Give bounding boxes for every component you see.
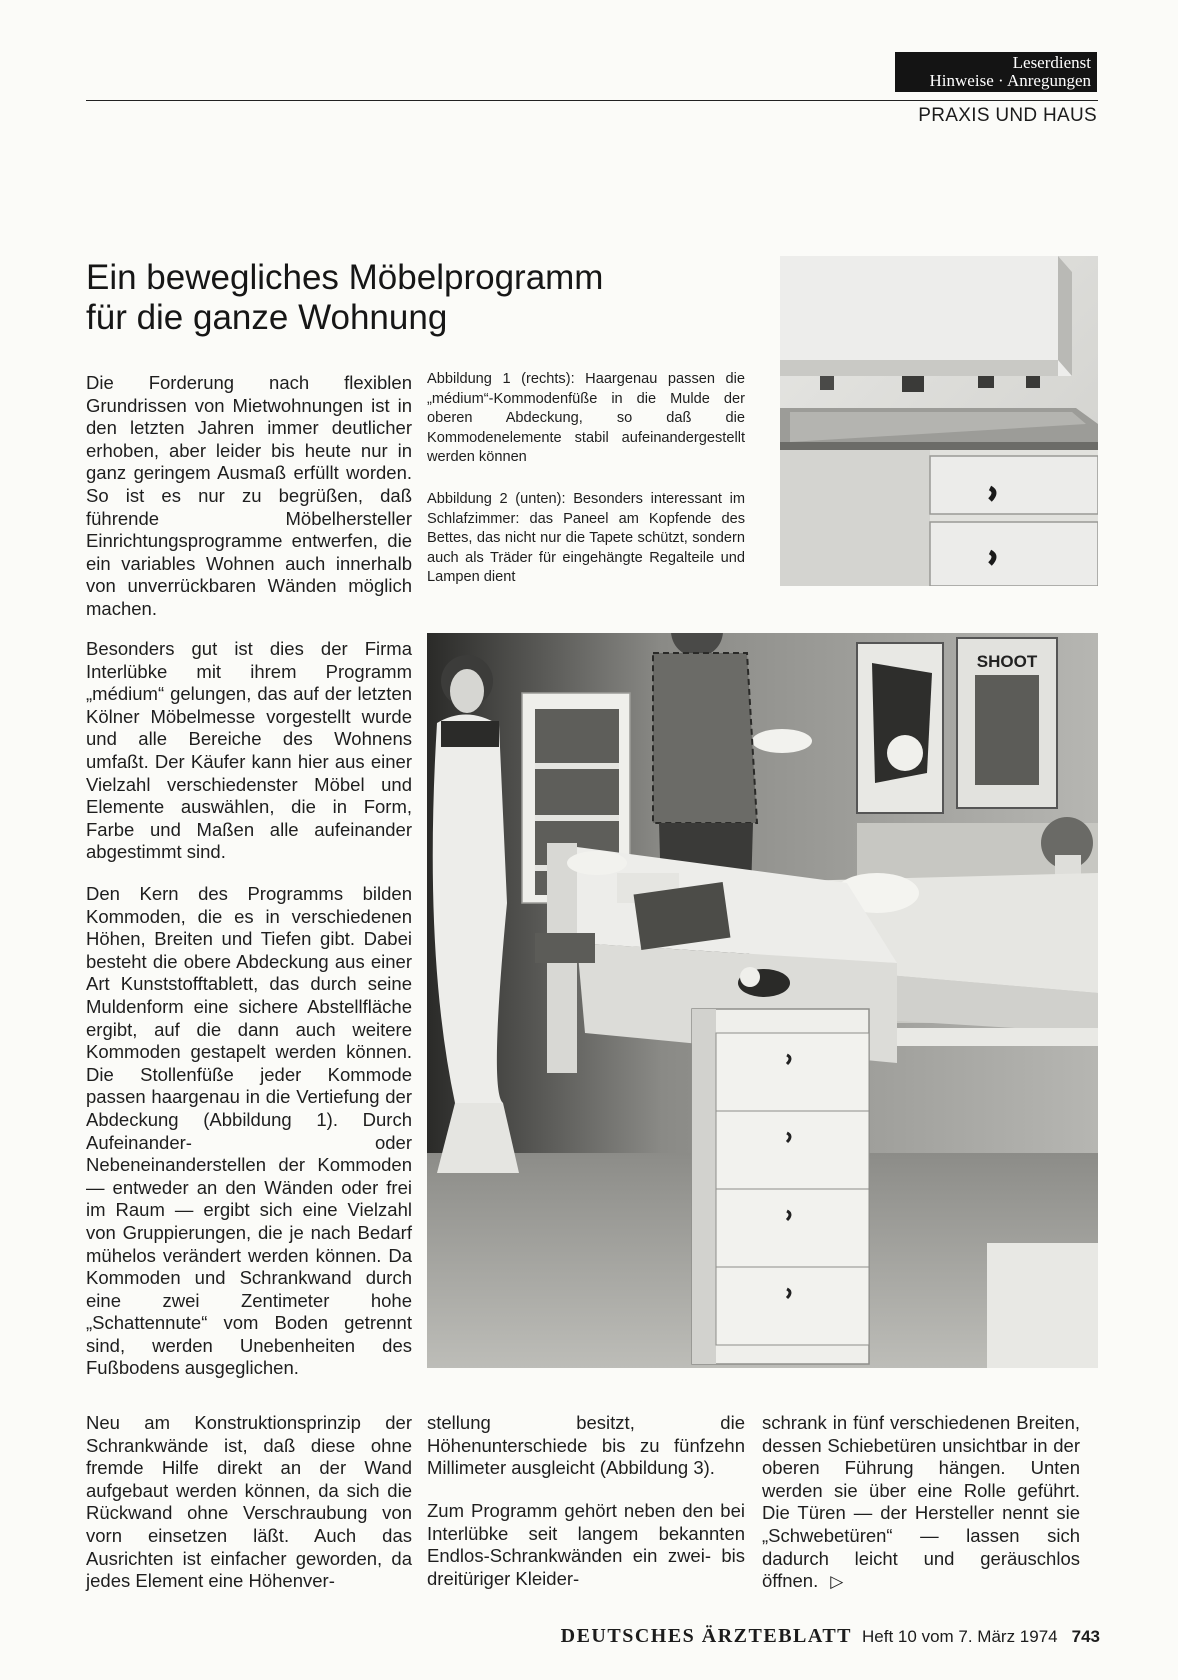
figure-1-caption: Abbildung 1 (rechts): Haargenau passen die „médium“-Kommodenfüße in die Mulde der oberen Abdeckung, so daß die Kommodenelemente stabil aufeinandergestellt werden können [427, 371, 745, 466]
body-paragraph-6: Zum Programm gehört neben den bei Interlübke seit langem bekannten Endlos-Schrankwänden ein zwei- bis dreitüriger Kleider- [427, 1500, 745, 1589]
page-footer [300, 1625, 1100, 1648]
journal-name: DEUTSCHES ÄRZTEBLATT [560, 1625, 853, 1647]
body-paragraph-2: Besonders gut ist dies der Firma Interlübke mit ihrem Programm „médium“ gelungen, das auf der letzten Kölner Möbelmesse vorgestellt wurde und alle Bereiche des Wohnens umfaßt. Der Käufer kann hier aus einer Vielzahl verschiedenster Möbel und Elemente auswählen, die in Form, Farbe und Maßen alle aufeinander abgestimmt sind. [86, 638, 412, 863]
article-headline [86, 258, 726, 338]
body-paragraph-7 [762, 1412, 1080, 1594]
section-label-box [895, 52, 1097, 92]
section-label-line1: Leserdienst [1012, 53, 1091, 72]
body-paragraph-3: Den Kern des Programms bilden Kommoden, die es in verschiedenen Höhen, Breiten und Tiefen gibt. Dabei besteht die obere Abdeckung aus einer Art Kunststofftablett, das durch seine Muldenform eine sichere Abstellfläche ergibt, auf die dann auch weitere Kommoden gestapelt werden können. Die Stollenfüße jeder Kommode passen haargenau in die Vertiefung der Abdeckung (Abbildung 1). Durch Aufeinander- oder Nebeneinanderstellen der Kommoden — entweder an den Wänden oder frei im Raum — ergibt sich eine Vielzahl von Gruppierungen, die je nach Bedarf mühelos verändert werden können. Da Kommoden und Schrankwand durch eine zwei Zentimeter hohe „Schattennute“ vom Boden getrennt sind, werden Unebenheiten des Fußbodens ausgeglichen. [86, 883, 412, 1379]
page-number: 743 [1071, 1627, 1100, 1646]
section-label-line2: Hinweise · Anregungen [929, 71, 1091, 90]
body-paragraph-4: Neu am Konstruktionsprinzip der Schrankwände ist, daß diese ohne fremde Hilfe direkt an der Wand aufgebaut werden können, da sich die Rückwand ohne Verschraubung von vorn einsetzen läßt. Auch das Ausrichten ist einfacher geworden, da jedes Element eine Höhenver- [86, 1412, 412, 1592]
headline-line-1: Ein bewegliches Möbelprogramm [86, 258, 604, 297]
continue-arrow-icon: ▷ [830, 1572, 844, 1592]
section-title: PRAXIS UND HAUS [918, 105, 1097, 126]
figure-2-caption: Abbildung 2 (unten): Besonders interessant im Schlafzimmer: das Paneel am Kopfende des Bettes, das nicht nur die Tapete schützt, sondern auch als Träder für eingehängte Regalteile und Lampen dient [427, 491, 745, 586]
body-paragraph-7-text: schrank in fünf verschiedenen Breiten, dessen Schiebetüren unsichtbar in der oberen Führung hängen. Unten werden sie über eine Rolle geführt. Die Türen — der Hersteller nennt sie „Schwebetüren“ — lassen sich dadurch leicht und geräuschlos öffnen. [762, 1412, 1080, 1592]
figure-2-photo [427, 633, 1098, 1368]
figure-1-photo [780, 256, 1098, 586]
body-paragraph-5: stellung besitzt, die Höhenunterschiede bis zu fünfzehn Millimeter ausgleicht (Abbildung 3). [427, 1412, 745, 1479]
headline-line-2: für die ganze Wohnung [86, 298, 448, 337]
body-paragraph-1: Die Forderung nach flexiblen Grundrissen von Mietwohnungen ist in den letzten Jahren immer deutlicher erhoben, aber leider bis heute nur in ganz geringem Ausmaß erfüllt worden. So ist es nur zu begrüßen, daß führende Möbelhersteller Einrichtungsprogramme entwerfen, die ein variables Wohnen auch innerhalb von unverrückbaren Wänden möglich machen. [86, 372, 412, 619]
issue-info: Heft 10 vom 7. März 1974 [862, 1627, 1058, 1646]
poster-text: SHOOT [976, 652, 1038, 671]
header-rule [86, 100, 1098, 101]
